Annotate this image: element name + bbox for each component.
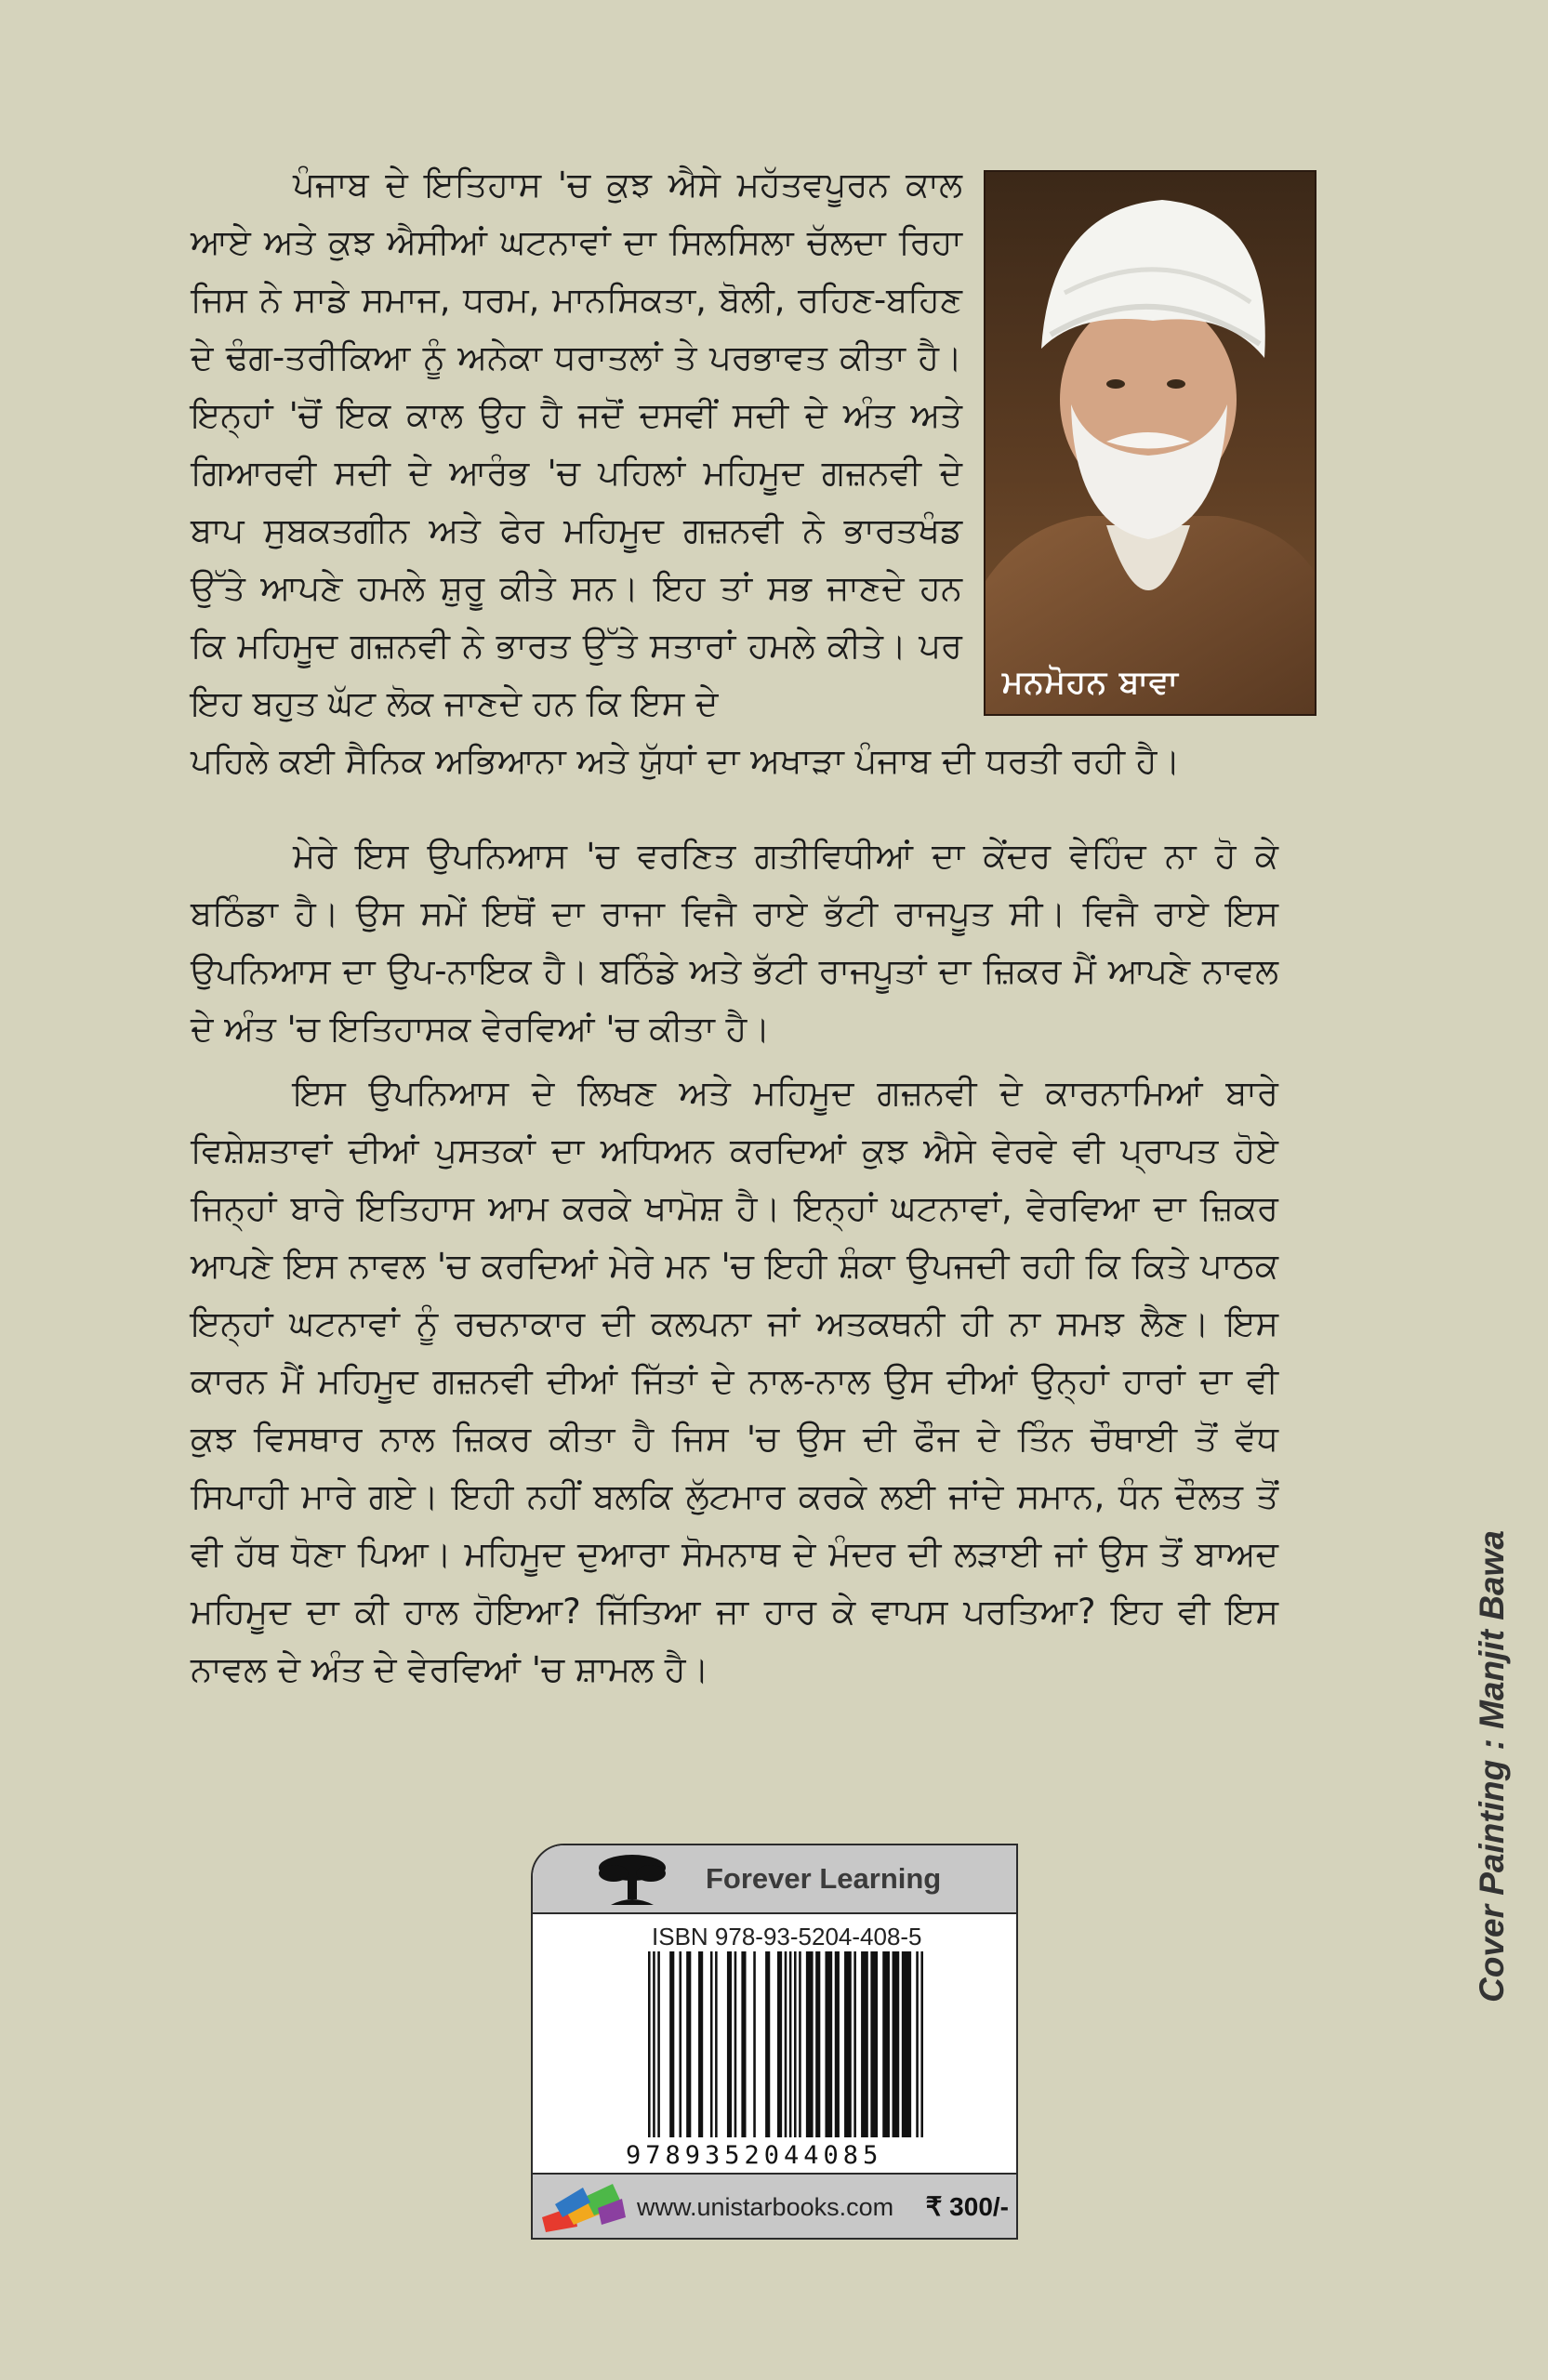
barcode-bar xyxy=(648,1951,651,2137)
barcode-bar xyxy=(789,1951,792,2137)
barcode-bar xyxy=(893,1951,900,2137)
barcode-bar xyxy=(794,1951,797,2137)
barcode-bar xyxy=(753,1951,756,2137)
paragraph-two xyxy=(191,827,1278,1058)
paragraph-three xyxy=(191,1064,1278,1699)
publisher-header xyxy=(533,1845,1016,1914)
barcode-bar xyxy=(686,1951,691,2137)
barcode-bar xyxy=(853,1951,856,2137)
barcode-bar xyxy=(785,1951,787,2137)
barcode-bar xyxy=(741,1951,746,2137)
barcode-bar xyxy=(777,1951,782,2137)
barcode-bar xyxy=(715,1951,718,2137)
author-name-caption: ਮਨਮੋਹਨ ਬਾਵਾ xyxy=(1002,664,1179,701)
barcode-bar xyxy=(870,1951,878,2137)
barcode-bar xyxy=(835,1951,840,2137)
intro-paragraph-last-line: ਪਹਿਲੇ ਕਈ ਸੈਨਿਕ ਅਭਿਆਨਾ ਅਤੇ ਯੁੱਧਾਂ ਦਾ ਅਖਾੜਾ ਪੰਜਾਬ ਦੀ ਧਰਤੀ ਰਹੀ ਹੈ। xyxy=(191,741,1181,781)
barcode-bar xyxy=(669,1951,674,2137)
barcode-box xyxy=(531,1844,1018,2240)
barcode-digits: 9789352044085 xyxy=(626,2141,883,2170)
barcode-bar xyxy=(861,1951,868,2137)
author-portrait-illustration xyxy=(986,172,1315,714)
paragraph-three-text: ਇਸ ਉਪਨਿਆਸ ਦੇ ਲਿਖਣ ਅਤੇ ਮਹਿਮੂਦ ਗਜ਼ਨਵੀ ਦੇ ਕਾਰਨਾਮਿਆਂ ਬਾਰੇ ਵਿਸ਼ੇਸ਼ਤਾਵਾਂ ਦੀਆਂ ਪੁਸਤਕਾਂ ਦਾ ਅਧਿਅਨ ਕਰਦਿਆਂ ਕੁਝ ਐਸੇ ਵੇਰਵੇ ਵੀ ਪ੍ਰਾਪਤ ਹੋਏ ਜਿਨ੍ਹਾਂ ਬਾਰੇ ਇਤਿਹਾਸ ਆਮ ਕਰਕੇ ਖਾਮੋਸ਼ ਹੈ। ਇਨ੍ਹਾਂ ਘਟਨਾਵਾਂ, ਵੇਰਵਿਆ ਦਾ ਜ਼ਿਕਰ ਆਪਣੇ ਇਸ ਨਾਵਲ 'ਚ ਕਰਦਿਆਂ ਮੇਰੇ ਮਨ 'ਚ ਇਹੀ ਸ਼ੰਕਾ ਉਪਜਦੀ ਰਹੀ ਕਿ ਕਿਤੇ ਪਾਠਕ ਇਨ੍ਹਾਂ ਘਟਨਾਵਾਂ ਨੂੰ ਰਚਨਾਕਾਰ ਦੀ ਕਲਪਨਾ ਜਾਂ ਅਤਕਥਨੀ ਹੀ ਨਾ ਸਮਝ ਲੈਣ। ਇਸ ਕਾਰਨ ਮੈਂ ਮਹਿਮੂਦ ਗਜ਼ਨਵੀ ਦੀਆਂ ਜਿੱਤਾਂ ਦੇ ਨਾਲ-ਨਾਲ ਉਸ ਦੀਆਂ ਉਨ੍ਹਾਂ ਹਾਰਾਂ ਦਾ ਵੀ ਕੁਝ ਵਿਸਥਾਰ ਨਾਲ ਜ਼ਿਕਰ ਕੀਤਾ ਹੈ ਜਿਸ 'ਚ ਉਸ ਦੀ ਫੌਜ ਦੇ ਤਿੰਨ ਚੌਥਾਈ ਤੋਂ ਵੱਧ ਸਿਪਾਹੀ ਮਾਰੇ ਗਏ। ਇਹੀ ਨਹੀਂ ਬਲਕਿ ਲੁੱਟਮਾਰ ਕਰਕੇ ਲਈ ਜਾਂਦੇ ਸਮਾਨ, ਧੰਨ ਦੌਲਤ ਤੋਂ ਵੀ ਹੱਥ ਧੋਣਾ ਪਿਆ। ਮਹਿਮੂਦ ਦੁਆਰਾ ਸੋਮਨਾਥ ਦੇ ਮੰਦਰ ਦੀ ਲੜਾਈ ਜਾਂ ਉਸ ਤੋਂ ਬਾਅਦ ਮਹਿਮੂਦ ਦਾ ਕੀ ਹਾਲ ਹੋਇਆ? ਜਿੱਤਿਆ ਜਾ ਹਾਰ ਕੇ ਵਾਪਸ ਪਰਤਿਆ? ਇਹ ਵੀ ਇਸ ਨਾਵਲ ਦੇ ਅੰਤ ਦੇ ਵੇਰਵਿਆਂ 'ਚ ਸ਼ਾਮਲ ਹੈ। xyxy=(191,1073,1278,1689)
barcode-bar xyxy=(806,1951,814,2137)
barcode-bar xyxy=(765,1951,770,2137)
barcode-bar xyxy=(653,1951,655,2137)
barcode-bar xyxy=(920,1951,923,2137)
publisher-website: www.unistarbooks.com xyxy=(637,2193,894,2221)
cover-painting-credit: Cover Painting : Manjit Bawa xyxy=(1473,1530,1511,2003)
barcode-bar xyxy=(679,1951,681,2137)
barcode-bar xyxy=(727,1951,732,2137)
publisher-tagline: Forever Learning xyxy=(706,1862,942,1895)
barcode-bar xyxy=(815,1951,820,2137)
barcode-bar xyxy=(882,1951,890,2137)
barcode-bar xyxy=(734,1951,737,2137)
paragraph-two-text: ਮੇਰੇ ਇਸ ਉਪਨਿਆਸ 'ਚ ਵਰਣਿਤ ਗਤੀਵਿਧੀਆਂ ਦਾ ਕੇਂਦਰ ਵੇਹਿੰਦ ਨਾ ਹੋ ਕੇ ਬਠਿੰਡਾ ਹੈ। ਉਸ ਸਮੇਂ ਇਥੋਂ ਦਾ ਰਾਜਾ ਵਿਜੈ ਰਾਏ ਭੱਟੀ ਰਾਜਪੂਤ ਸੀ। ਵਿਜੈ ਰਾਏ ਇਸ ਉਪਨਿਆਸ ਦਾ ਉਪ-ਨਾਇਕ ਹੈ। ਬਠਿੰਡੇ ਅਤੇ ਭੱਟੀ ਰਾਜਪੂਤਾਂ ਦਾ ਜ਼ਿਕਰ ਮੈਂ ਆਪਣੇ ਨਾਵਲ ਦੇ ਅੰਤ 'ਚ ਇਤਿਹਾਸਕ ਵੇਰਵਿਆਂ 'ਚ ਕੀਤਾ ਹੈ। xyxy=(191,836,1278,1049)
tree-icon xyxy=(590,1851,674,1909)
barcode-graphic xyxy=(646,1951,925,2137)
barcode-bar xyxy=(799,1951,801,2137)
publisher-footer xyxy=(533,2173,1016,2240)
books-logo-icon xyxy=(536,2180,629,2234)
barcode-bar xyxy=(710,1951,713,2137)
barcode-bar xyxy=(698,1951,703,2137)
author-photo xyxy=(984,170,1316,716)
barcode-bar xyxy=(902,1951,911,2137)
isbn-label: ISBN 978-93-5204-408-5 xyxy=(652,1923,922,1950)
barcode-bar xyxy=(657,1951,660,2137)
barcode-bar xyxy=(825,1951,832,2137)
book-price: ₹ 300/- xyxy=(925,2192,1009,2221)
intro-paragraph-text: ਪੰਜਾਬ ਦੇ ਇਤਿਹਾਸ 'ਚ ਕੁਝ ਐਸੇ ਮਹੱਤਵਪੂਰਨ ਕਾਲ ਆਏ ਅਤੇ ਕੁਝ ਐਸੀਆਂ ਘਟਨਾਵਾਂ ਦਾ ਸਿਲਸਿਲਾ ਚੱਲਦਾ ਰਿਹਾ ਜਿਸ ਨੇ ਸਾਡੇ ਸਮਾਜ, ਧਰਮ, ਮਾਨਸਿਕਤਾ, ਬੋਲੀ, ਰਹਿਣ-ਬਹਿਣ ਦੇ ਢੰਗ-ਤਰੀਕਿਆ ਨੂੰ ਅਨੇਕਾ ਧਰਾਤਲਾਂ ਤੇ ਪਰਭਾਵਤ ਕੀਤਾ ਹੈ। ਇਨ੍ਹਾਂ 'ਚੋਂ ਇਕ ਕਾਲ ਉਹ ਹੈ ਜਦੋਂ ਦਸਵੀਂ ਸਦੀ ਦੇ ਅੰਤ ਅਤੇ ਗਿਆਰਵੀ ਸਦੀ ਦੇ ਆਰੰਭ 'ਚ ਪਹਿਲਾਂ ਮਹਿਮੂਦ ਗਜ਼ਨਵੀ ਦੇ ਬਾਪ ਸੁਬਕਤਗੀਨ ਅਤੇ ਫੇਰ ਮਹਿਮੂਦ ਗਜ਼ਨਵੀ ਨੇ ਭਾਰਤਖੰਡ ਉੱਤੇ ਆਪਣੇ ਹਮਲੇ ਸ਼ੁਰੂ ਕੀਤੇ ਸਨ। ਇਹ ਤਾਂ ਸਭ ਜਾਣਦੇ ਹਨ ਕਿ ਮਹਿਮੂਦ ਗਜ਼ਨਵੀ ਨੇ ਭਾਰਤ ਉੱਤੇ ਸਤਾਰਾਂ ਹਮਲੇ ਕੀਤੇ। ਪਰ ਇਹ ਬਹੁਤ ਘੱਟ ਲੋਕ ਜਾਣਦੇ ਹਨ ਕਿ ਇਸ ਦੇ xyxy=(191,165,962,723)
barcode-bar xyxy=(916,1951,919,2137)
barcode-bar xyxy=(844,1951,852,2137)
